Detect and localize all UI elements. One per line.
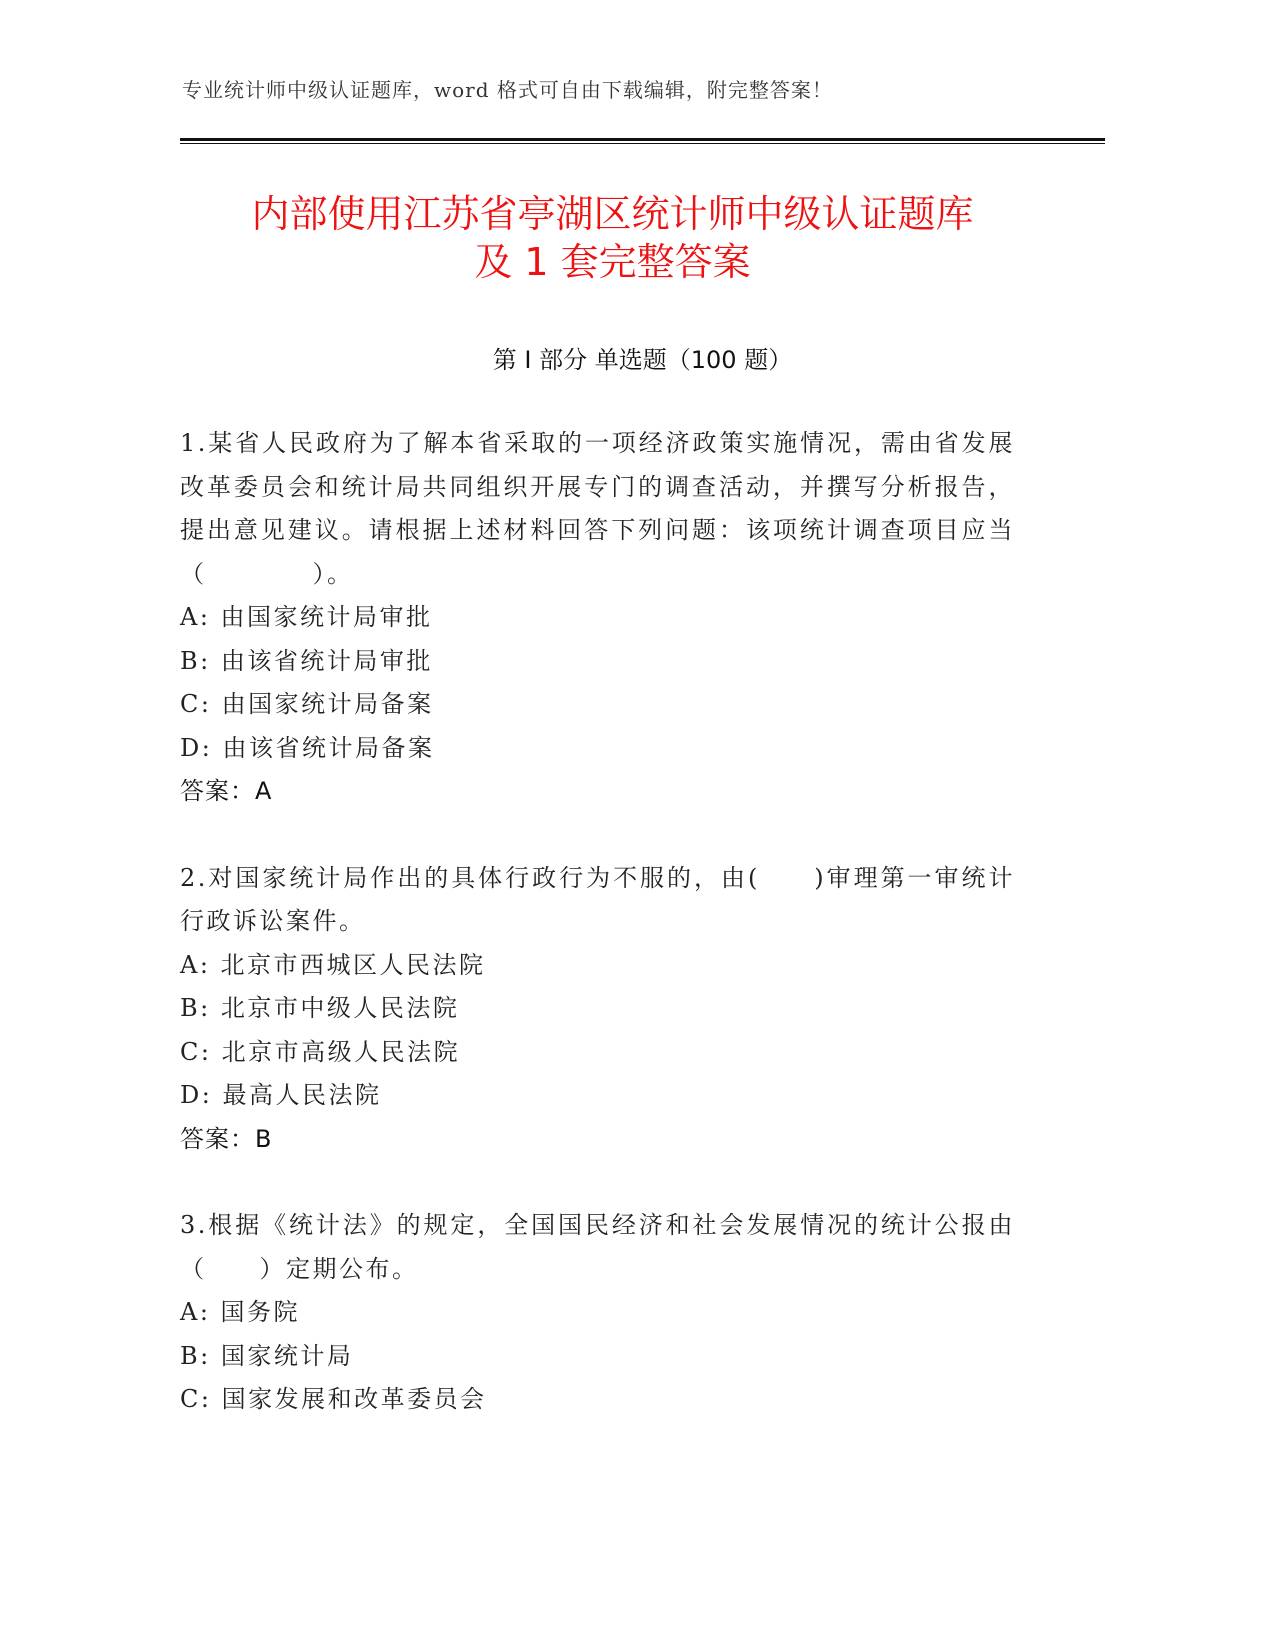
header-divider-thick [180,138,1105,141]
question-stem: 3.根据《统计法》的规定，全国国民经济和社会发展情况的统计公报由（ ）定期公布。 [180,1211,1015,1283]
answer-line: 答案：B [180,1124,273,1153]
question-3 [180,1204,1015,1422]
answer-line: 答案：A [180,777,273,805]
option-d: D: 由该省统计局备案 [180,733,435,762]
document-title-line-1: 内部使用江苏省亭湖区统计师中级认证题库 [251,192,974,236]
header-divider-thin [180,143,1105,144]
option-c: C: 由国家统计局备案 [180,690,434,718]
option-a: A: 国务院 [180,1298,301,1326]
option-b: B: 由该省统计局审批 [180,646,433,675]
question-2 [180,857,1015,1162]
option-b: B: 北京市中级人民法院 [180,994,460,1022]
question-stem: 1.某省人民政府为了解本省采取的一项经济政策实施情况，需由省发展改革委员会和统计局共同组织开展专门的调查活动，并撰写分析报告，提出意见建议。请根据上述材料回答下列问题：该项统计调查项目应当（ ）。 [180,429,1015,588]
option-a: A: 北京市西城区人民法院 [180,950,486,979]
header-note: 专业统计师中级认证题库，word 格式可自由下载编辑，附完整答案！ [182,78,833,102]
option-c: C: 北京市高级人民法院 [180,1037,461,1066]
question-1 [180,422,1015,814]
option-b: B: 国家统计局 [180,1341,354,1370]
document-title [160,190,1065,286]
option-c: C: 国家发展和改革委员会 [180,1385,487,1413]
option-a: A: 由国家统计局审批 [180,603,433,631]
document-title-line-2: 及 1 套完整答案 [474,240,751,284]
question-list [180,422,1015,1465]
section-heading: 第 I 部分 单选题（100 题） [492,346,793,374]
option-d: D: 最高人民法院 [180,1081,382,1109]
question-stem: 2.对国家统计局作出的具体行政行为不服的，由( )审理第一审统计行政诉讼案件。 [180,863,1015,935]
